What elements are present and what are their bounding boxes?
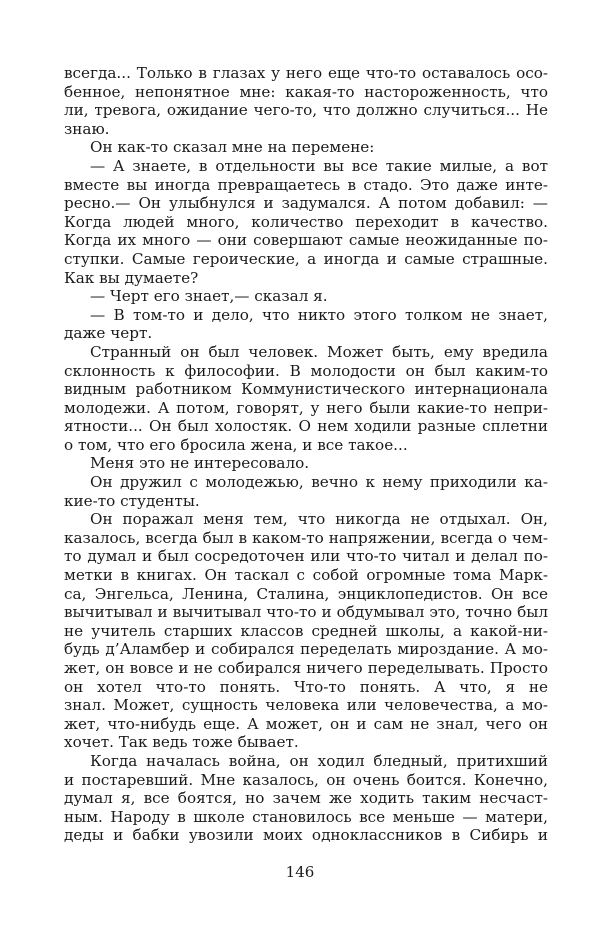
text-line: — Черт его знает,— сказал я.: [90, 287, 328, 306]
text-line: даже черт.: [64, 324, 153, 343]
text-line: казалось, всегда был в каком-то напряжении, всегда о чем-: [64, 528, 548, 547]
text-line: будь д’Аламбер и собирался переделать мироздание. А мо-: [64, 640, 548, 659]
text-line: он хотел что-то понять. Что-то понять. А что, я не: [64, 677, 548, 696]
text-line: жет, он вовсе и не собирался ничего переделывать. Просто: [64, 659, 548, 677]
text-line: думал я, все боятся, но зачем же ходить таким несчаст-: [64, 789, 548, 808]
text-line: знал. Может, сущность человека или человечества, а мо-: [64, 696, 548, 715]
text-line: склонность к философии. В молодости он был каким-то: [64, 361, 548, 380]
text-line: Когда людей много, количество переходит в качество.: [64, 212, 548, 231]
text-line: кие-то студенты.: [64, 491, 200, 510]
text-line: Меня это не интересовало.: [90, 454, 310, 473]
text-line: вычитывал и вычитывал что-то и обдумывал это, точно был: [64, 603, 548, 622]
text-line: бенное, непонятное мне: какая-то настороженность, что: [64, 82, 548, 101]
text-line: деды и бабки увозили моих одноклассников в Сибирь и: [64, 826, 548, 845]
text-line: ли, тревога, ожидание чего-то, что должно случиться... Не: [64, 101, 548, 120]
text-line: Он дружил с молодежью, вечно к нему приходили ка-: [90, 473, 548, 492]
text-line: — В том-то и дело, что никто этого толком не знает,: [90, 305, 548, 324]
text-line: ступки. Самые героические, а иногда и самые страшные.: [64, 249, 548, 268]
text-line: не учитель старших классов средней школы, а какой-ни-: [64, 621, 548, 640]
text-line: молодежи. А потом, говорят, у него были какие-то непри-: [64, 398, 548, 417]
text-line: метки в книгах. Он таскал с собой огромные тома Марк-: [64, 566, 548, 585]
text-line: Он как-то сказал мне на перемене:: [90, 138, 375, 157]
text-line: жет, что-нибудь еще. А может, он и сам не знал, чего он: [64, 714, 548, 733]
text-line: о том, что его бросила жена, и все такое...: [64, 435, 408, 454]
text-line: Как вы думаете?: [64, 268, 199, 287]
text-line: ным. Народу в школе становилось все меньше — матери,: [64, 807, 548, 826]
text-line: Он поражал меня тем, что никогда не отдыхал. Он,: [90, 510, 548, 529]
text-line: и постаревший. Мне казалось, он очень боится. Конечно,: [64, 770, 548, 789]
text-line: Странный он был человек. Может быть, ему вредила: [90, 342, 548, 361]
text-line: видным работником Коммунистического интернационала: [64, 380, 548, 399]
text-line: вместе вы иногда превращаетесь в стадо. Это даже инте-: [64, 175, 548, 194]
text-line: всегда... Только в глазах у него еще что-то оставалось осо-: [64, 64, 548, 82]
text-line: Когда началась война, он ходил бледный, притихший: [90, 751, 548, 770]
text-line: хочет. Так ведь тоже бывает.: [64, 733, 299, 752]
page-number: 146: [285, 863, 315, 881]
text-line: — А знаете, в отдельности вы все такие милые, а вот: [90, 156, 548, 175]
text-line: знаю.: [64, 119, 110, 138]
text-line: Когда их много — они совершают самые неожиданные по-: [64, 231, 548, 250]
text-line: ресно.— Он улыбнулся и задумался. А потом добавил: —: [64, 194, 548, 213]
body-text: [64, 64, 548, 845]
text-line: ятности... Он был холостяк. О нем ходили разные сплетни: [64, 417, 548, 436]
text-line: са, Энгельса, Ленина, Сталина, энциклопедистов. Он все: [64, 584, 548, 603]
text-line: то думал и был сосредоточен или что-то читал и делал по-: [64, 547, 548, 566]
